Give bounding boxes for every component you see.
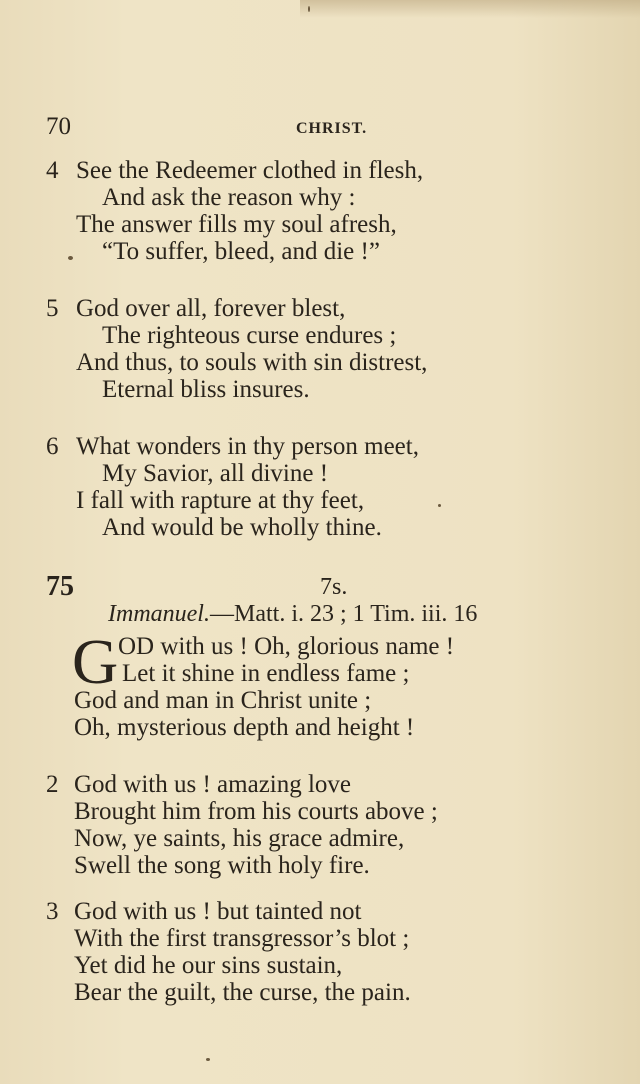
verse-line: Swell the song with holy fire.: [74, 852, 370, 879]
stanza-number: 6: [46, 433, 59, 460]
page-edge-shadow: [300, 0, 640, 18]
verse-line: Bear the guilt, the curse, the pain.: [74, 979, 411, 1006]
stanza-number: 2: [46, 771, 59, 798]
verse-line: Yet did he our sins sustain,: [74, 952, 343, 979]
verse-line: I fall with rapture at thy feet,: [76, 487, 365, 514]
verse-line: What wonders in thy person meet,: [76, 433, 419, 460]
drop-cap: G: [72, 626, 119, 697]
hymn-meter: 7s.: [320, 574, 348, 600]
verse-line: The righteous curse endures ;: [102, 322, 397, 349]
verse-line: God with us ! but tainted not: [74, 898, 362, 925]
verse-line: With the first transgressor’s blot ;: [74, 925, 410, 952]
verse-line: God and man in Christ unite ;: [74, 687, 372, 714]
verse-line: God with us ! amazing love: [74, 771, 352, 798]
verse-line: OD with us ! Oh, glorious name !: [118, 633, 455, 660]
verse-line: Oh, mysterious depth and height !: [74, 714, 415, 741]
verse-line: Brought him from his courts above ;: [74, 798, 438, 825]
verse-line: My Savior, all divine !: [102, 460, 329, 487]
scripture-reference: —Matt. i. 23 ; 1 Tim. iii. 16: [209, 601, 478, 627]
verse-line: And would be wholly thine.: [102, 514, 382, 541]
verse-line: See the Redeemer clothed in flesh,: [76, 157, 424, 184]
verse-line: “To suffer, bleed, and die !”: [102, 238, 380, 265]
verse-line: Let it shine in endless fame ;: [122, 660, 410, 687]
stanza-number: 5: [46, 295, 59, 322]
verse-line: The answer fills my soul afresh,: [76, 211, 397, 238]
paper-speck: [206, 1058, 210, 1061]
page-number: 70: [46, 113, 71, 140]
verse-line: Eternal bliss insures.: [102, 376, 310, 403]
paper-speck: [438, 504, 441, 507]
running-head: CHRIST.: [296, 120, 368, 137]
stanza-number: 3: [46, 898, 59, 925]
hymn-title: Immanuel.: [108, 601, 210, 627]
verse-line: And thus, to souls with sin distrest,: [76, 349, 428, 376]
hymn-subtitle: [108, 599, 477, 629]
verse-line: God over all, forever blest,: [76, 295, 346, 322]
verse-line: Now, ye saints, his grace admire,: [74, 825, 405, 852]
verse-line: And ask the reason why :: [102, 184, 356, 211]
hymn-number: 75: [46, 571, 74, 602]
paper-speck: [68, 256, 73, 260]
paper-speck: [308, 6, 310, 12]
stanza-number: 4: [46, 157, 59, 184]
